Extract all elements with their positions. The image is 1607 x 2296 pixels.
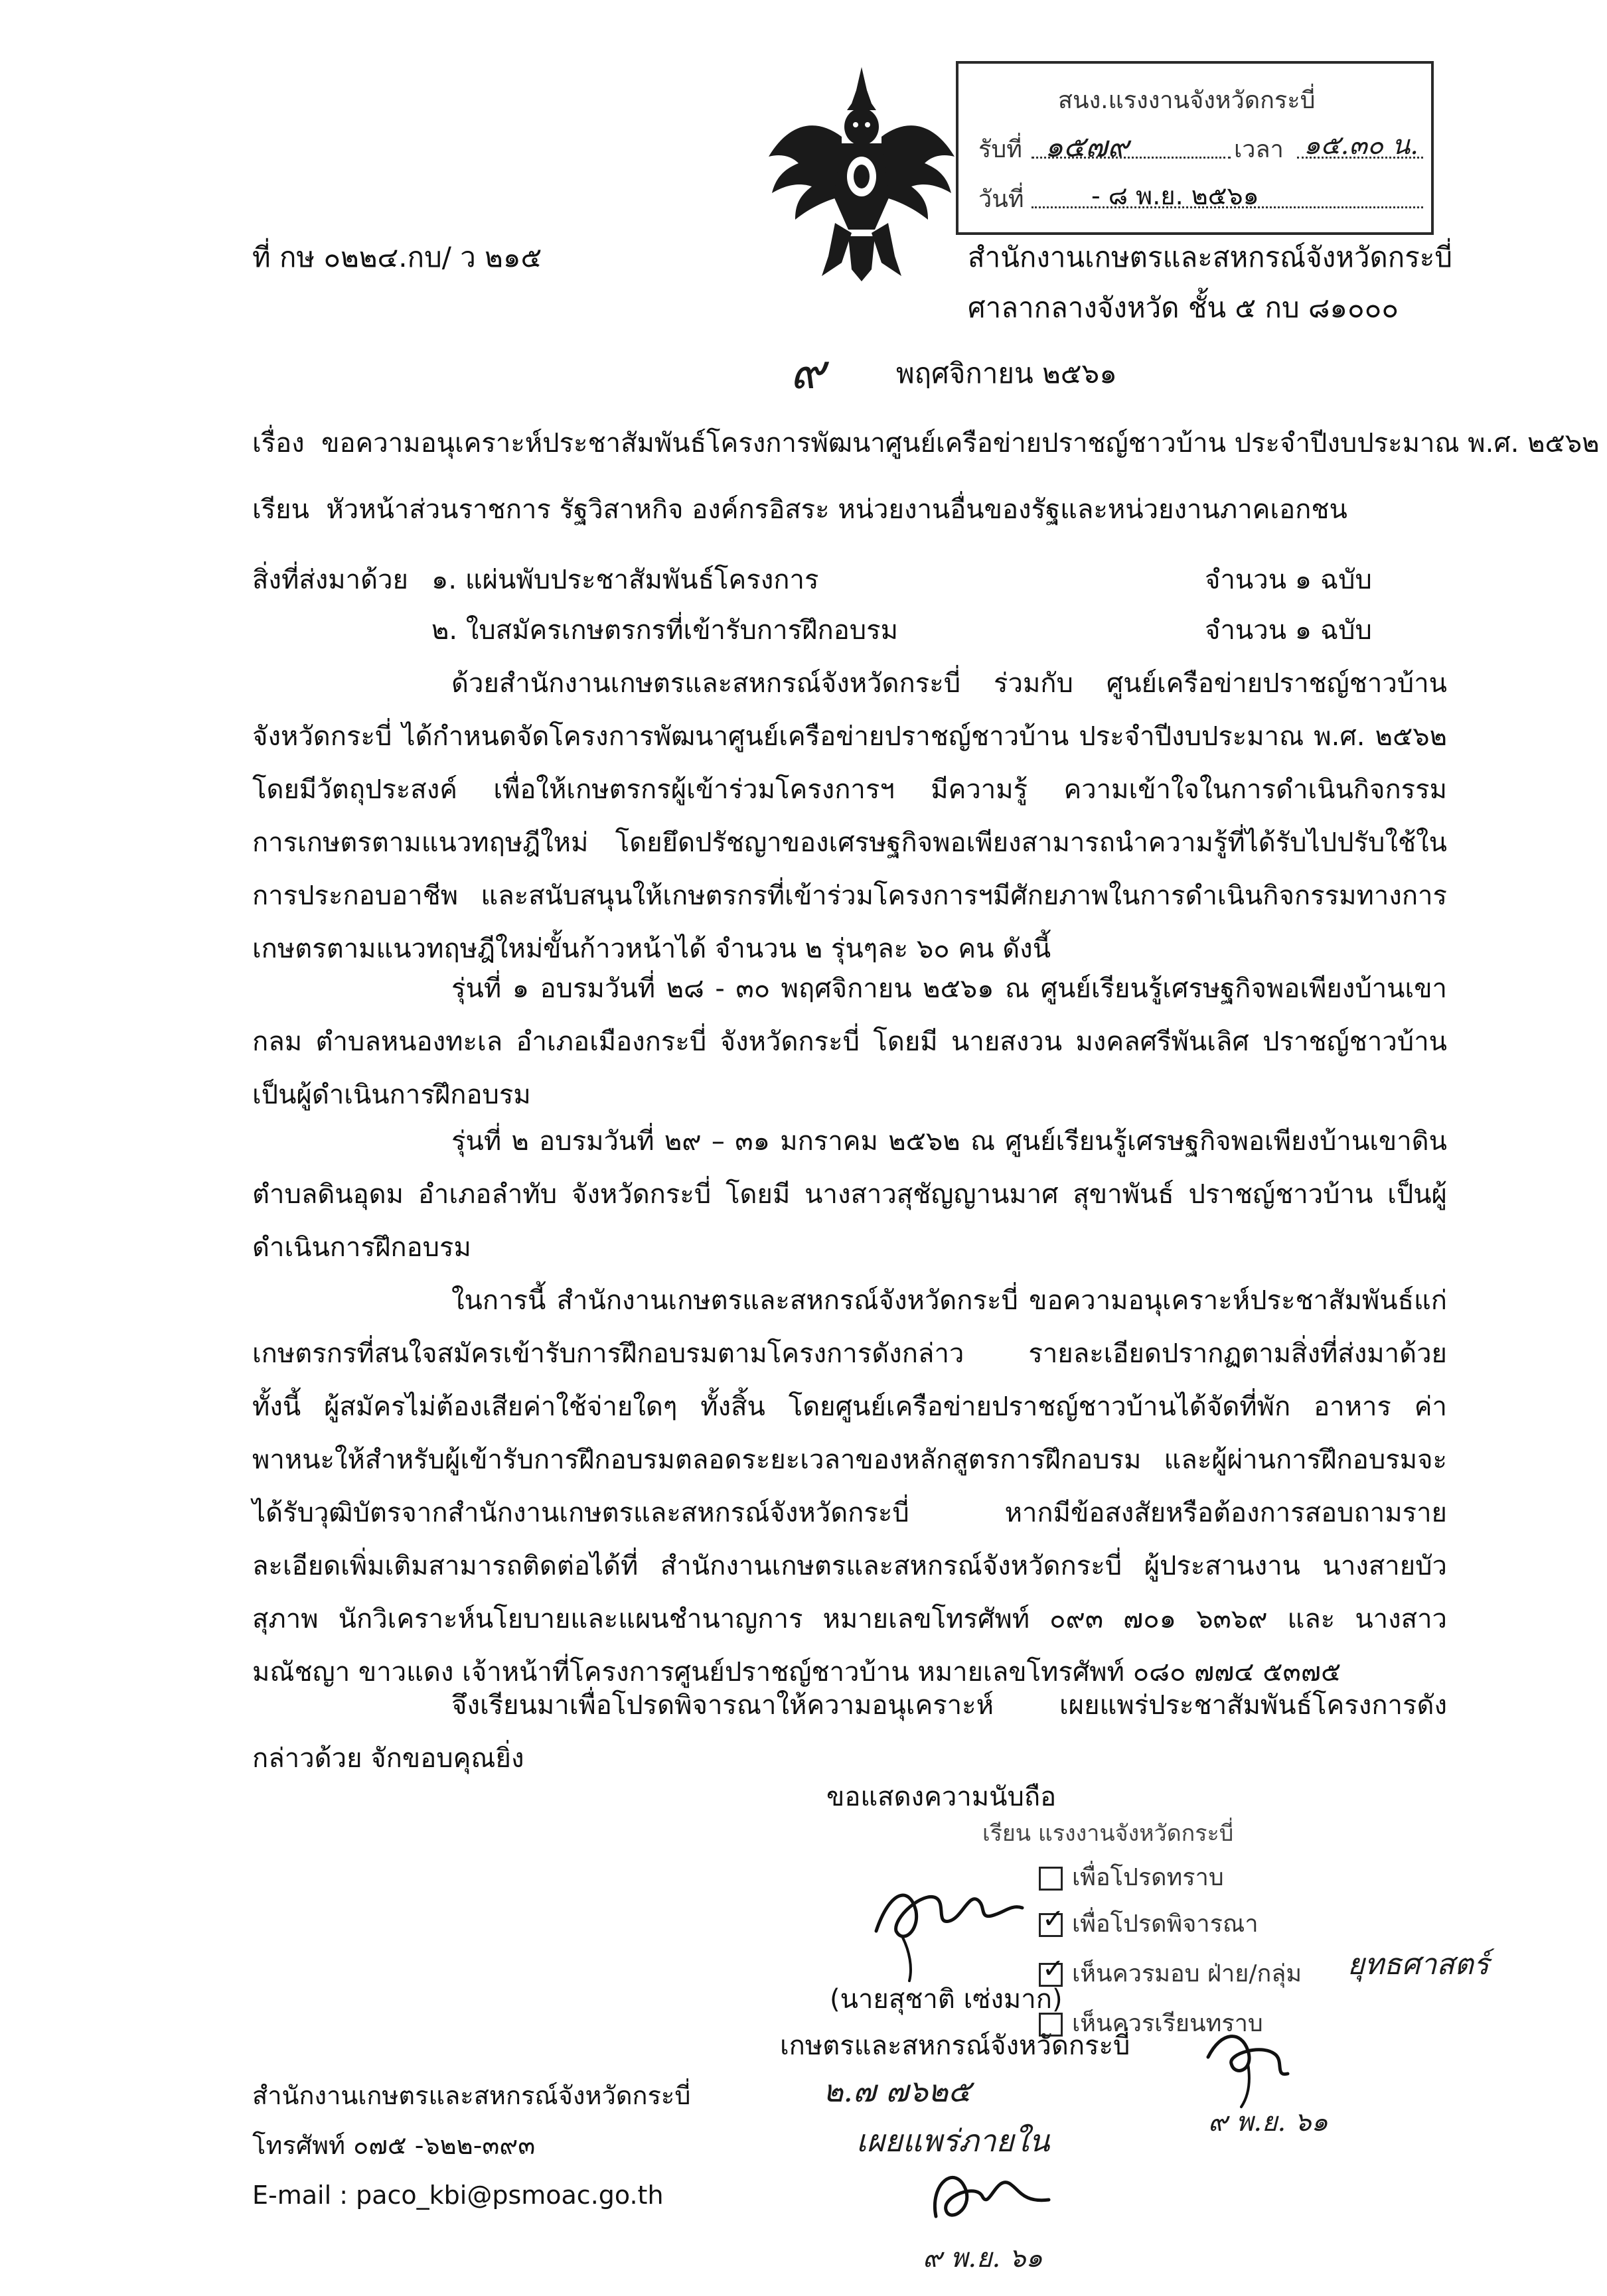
signer-name: (นายสุชาติ เซ่งมาก) (830, 1984, 1063, 2015)
body-paragraph-batch-2: รุ่นที่ ๒ อบรมวันที่ ๒๙ – ๓๑ มกราคม ๒๕๖๒ ณ ศูนย์เรียนรู้เศรษฐกิจพอเพียงบ้านเขาดิน ตำบลดินอุดม อำเภอลำทับ จังหวัดกระบี่ โดยมี นางสาวสุชัญญานมาศ สุขาพันธ์ ปราชญ์ชาวบ้าน เป็นผู้ดำเนินการฝึกอบรม (252, 1126, 1447, 1263)
subject-label: เรื่อง (252, 428, 305, 459)
footer-email: E-mail : paco_kbi@psmoac.go.th (252, 2181, 664, 2210)
enclosures-label: สิ่งที่ส่งมาด้วย (252, 565, 408, 595)
routing-assigned-handwritten: ยุทธศาสตร์ (1347, 1948, 1490, 1981)
subject-line (252, 425, 1600, 462)
receipt-time-label: เวลา (1234, 136, 1284, 163)
date-day: ๙ (790, 344, 825, 399)
recipient-text: หัวหน้าส่วนราชการ รัฐวิสาหกิจ องค์กรอิสระ หน่วยงานอื่นของรัฐและหน่วยงานภาคเอกชน (326, 494, 1347, 525)
subject-text: ขอความอนุเคราะห์ประชาสัมพันธ์โครงการพัฒนาศูนย์เครือข่ายปราชญ์ชาวบ้าน ประจำปีงบประมาณ พ.ศ. ๒๕๖๒ (321, 428, 1600, 459)
routing-option-assign: ✓ เห็นควรมอบ ฝ่าย/กลุ่ม (1039, 1954, 1302, 1992)
handwritten-date-approval: ๙ พ.ย. ๖๑ (1208, 2107, 1328, 2137)
recipient-line (252, 491, 1347, 528)
date-month-year: พฤศจิกายน ๒๕๖๑ (896, 357, 1117, 390)
approval-signature-image (1195, 2017, 1301, 2110)
checkbox-unchecked-icon (1039, 2013, 1063, 2037)
checkbox-checked-icon: ✓ (1039, 1913, 1063, 1937)
receipt-time-value: ๑๕.๓๐ น. (1304, 130, 1418, 161)
checkbox-checked-icon: ✓ (1039, 1963, 1063, 1987)
routing-option-acknowledge: เห็นควรเรียนทราบ (1039, 2004, 1263, 2042)
handwritten-note-ref: ๒.๗ ๗๖๒๕ (823, 2073, 972, 2109)
body-paragraph-intro: ด้วยสำนักงานเกษตรและสหกรณ์จังหวัดกระบี่ ร่วมกับ ศูนย์เครือข่ายปราชญ์ชาวบ้านจังหวัดกระบี่ ได้กำหนดจัดโครงการพัฒนาศูนย์เครือข่ายปราชญ์ชาวบ้าน ประจำปีงบประมาณ พ.ศ. ๒๕๖๒ โดยมีวัตถุประสงค์ เพื่อให้เกษตรกรผู้เข้าร่วมโครงการฯ มีความรู้ ความเข้าใจในการดำเนินกิจกรรมการเกษตรตามแนวทฤษฎีใหม่ โดยยึดปรัชญาของเศรษฐกิจพอเพียงสามารถนำความรู้ที่ได้รับไปปรับใช้ในการประกอบอาชีพ และสนับสนุนให้เกษตรกรที่เข้าร่วมโครงการฯมีศักยภาพในการดำเนินกิจกรรมทางการเกษตรตามแนวทฤษฎีใหม่ขั้นก้าวหน้าได้ จำนวน ๒ รุ่นๆละ ๖๐ คน ดังนี้ (252, 668, 1447, 964)
handwritten-note-publish: เผยแพร่ภายใน (856, 2123, 1050, 2159)
handwritten-date-initials: ๙ พ.ย. ๖๑ (923, 2243, 1043, 2273)
enclosure-item-1: ๑. แผ่นพับประชาสัมพันธ์โครงการ (431, 565, 819, 595)
recipient-label: เรียน (252, 494, 309, 525)
office-address: ศาลากลางจังหวัด ชั้น ๕ กบ ๘๑๐๐๐ (968, 291, 1399, 324)
body-paragraph-batch-1: รุ่นที่ ๑ อบรมวันที่ ๒๘ - ๓๐ พฤศจิกายน ๒๕๖๑ ณ ศูนย์เรียนรู้เศรษฐกิจพอเพียงบ้านเขากลม ตำบลหนองทะเล อำเภอเมืองกระบี่ จังหวัดกระบี่ โดยมี นายสงวน มงคลศรีพันเลิศ ปราชญ์ชาวบ้าน เป็นผู้ดำเนินการฝึกอบรม (252, 973, 1447, 1110)
footer-phone: โทรศัพท์ ๐๗๕ -๖๒๒-๓๙๓ (252, 2131, 536, 2160)
footer-office: สำนักงานเกษตรและสหกรณ์จังหวัดกระบี่ (252, 2081, 691, 2110)
receipt-stamp (956, 61, 1434, 235)
enclosure-qty-1: จำนวน ๑ ฉบับ (1205, 565, 1372, 595)
document-number: ที่ กษ ๐๒๒๔.กบ/ ว ๒๑๕ (252, 241, 542, 273)
receipt-date-value: - ๘ พ.ย. ๒๕๖๑ (1091, 181, 1259, 210)
body-paragraph-request: ในการนี้ สำนักงานเกษตรและสหกรณ์จังหวัดกระบี่ ขอความอนุเคราะห์ประชาสัมพันธ์แก่เกษตรกรที่สนใจสมัครเข้ารับการฝึกอบรมตามโครงการดังกล่าว รายละเอียดปรากฏตามสิ่งที่ส่งมาด้วย ทั้งนี้ ผู้สมัครไม่ต้องเสียค่าใช้จ่ายใดๆ ทั้งสิ้น โดยศูนย์เครือข่ายปราชญ์ชาวบ้านได้จัดที่พัก อาหาร ค่าพาหนะให้สำหรับผู้เข้ารับการฝึกอบรมตลอดระยะเวลาของหลักสูตรการฝึกอบรม และผู้ผ่านการฝึกอบรมจะได้รับวุฒิบัตรจากสำนักงานเกษตรและสหกรณ์จังหวัดกระบี่ หากมีข้อสงสัยหรือต้องการสอบถามรายละเอียดเพิ่มเติมสามารถติดต่อได้ที่ สำนักงานเกษตรและสหกรณ์จังหวัดกระบี่ ผู้ประสานงาน นางสายบัว สุภาพ นักวิเคราะห์นโยบายและแผนชำนาญการ หมายเลขโทรศัพท์ ๐๙๓ ๗๐๑ ๖๓๖๙ และ นางสาวมณัชญา ขาวแดง เจ้าหน้าที่โครงการศูนย์ปราชญ์ชาวบ้าน หมายเลขโทรศัพท์ ๐๘๐ ๗๗๔ ๕๓๗๕ (252, 1285, 1447, 1687)
signer-title: เกษตรและสหกรณ์จังหวัดกระบี่ (780, 2031, 1130, 2061)
checkbox-unchecked-icon (1039, 1867, 1063, 1891)
receipt-date-label: วันที่ (978, 186, 1024, 213)
receipt-stamp-office: สนง.แรงงานจังหวัดกระบี่ (1058, 87, 1316, 114)
enclosure-qty-2: จำนวน ๑ ฉบับ (1205, 615, 1372, 646)
receipt-number-label: รับที่ (978, 136, 1022, 163)
closing-salutation: ขอแสดงความนับถือ (826, 1782, 1057, 1812)
signature-image (863, 1851, 1035, 1984)
initials-signature-image (916, 2157, 1069, 2236)
receipt-number-value: ๑๕๗๙ (1045, 130, 1129, 164)
office-name: สำนักงานเกษตรและสหกรณ์จังหวัดกระบี่ (968, 241, 1452, 273)
routing-option-consider: ✓ เพื่อโปรดพิจารณา (1039, 1904, 1259, 1942)
enclosure-item-2: ๒. ใบสมัครเกษตรกรที่เข้ารับการฝึกอบรม (431, 615, 898, 646)
body-paragraph-closing: จึงเรียนมาเพื่อโปรดพิจารณาให้ความอนุเคราะห์ เผยแพร่ประชาสัมพันธ์โครงการดังกล่าวด้วย จักขอบคุณยิ่ง (252, 1690, 1447, 1774)
routing-option-inform: เพื่อโปรดทราบ (1039, 1858, 1224, 1896)
garuda-emblem-icon (762, 64, 961, 283)
routing-stamp-header: เรียน แรงงานจังหวัดกระบี่ (982, 1820, 1234, 1847)
